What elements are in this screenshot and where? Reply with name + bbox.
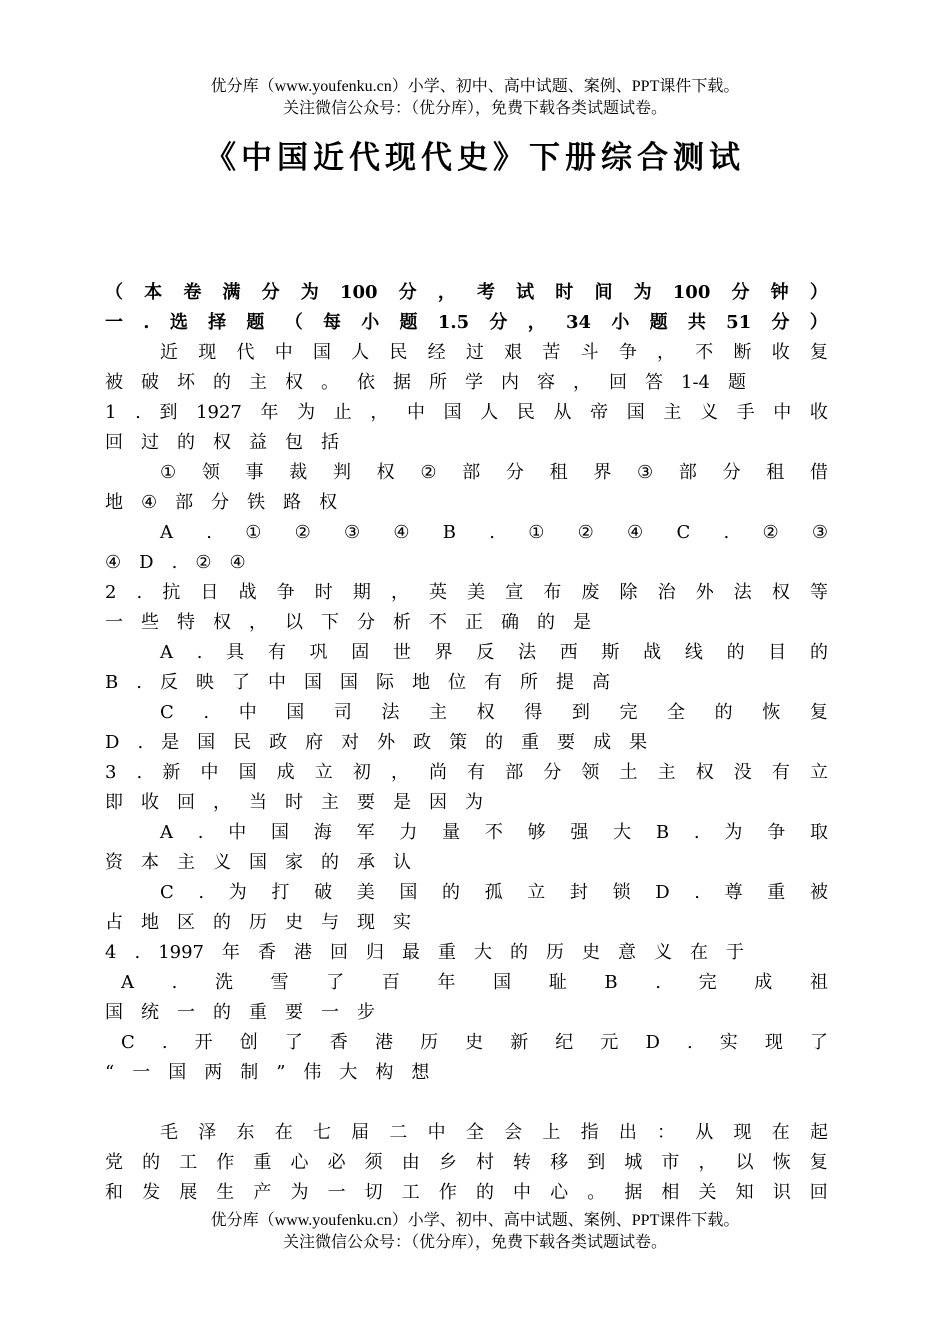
text-line-15: C . 中 国 司 法 主 权 得 到 完 全 的 恢 复 [160,702,828,723]
text-line-31: 和 发 展 生 产 为 一 切 工 作 的 中 心 。 据 相 关 知 识 回 [105,1182,828,1203]
text-line-22: 占 地 区 的 历 史 与 现 实 [105,912,411,933]
page-header [0,76,950,120]
text-line-6: 回 过 的 权 益 包 括 [105,432,339,453]
text-line-20: 资 本 主 义 国 家 的 承 认 [105,852,411,873]
header-line-2: 关注微信公众号：（优分库），免费下载各类试题试卷。 [282,100,667,117]
text-line-23: 4 . 1997 年 香 港 回 归 最 重 大 的 历 史 意 义 在 于 [105,942,744,963]
text-line-12: 一 些 特 权 ， 以 下 分 析 不 正 确 的 是 [105,612,591,633]
text-line-2: 一 . 选 择 题 （ 每 小 题 1.5 分 ， 34 小 题 共 51 分 ） [105,312,828,333]
footer-line-1: 优分库（www.youfenku.cn）小学、初中、高中试题、案例、PPT课件下载。 [210,1212,740,1229]
text-line-4: 被 破 坏 的 主 权 。 依 据 所 学 内 容 ， 回 答 1-4 题 [105,372,746,393]
text-line-30: 党 的 工 作 重 心 必 须 由 乡 村 转 移 到 城 市 ， 以 恢 复 [105,1152,828,1173]
exam-body [105,278,828,1208]
text-line-16: D . 是 国 民 政 府 对 外 政 策 的 重 要 成 果 [105,732,648,753]
text-line-11: 2 . 抗 日 战 争 时 期 ， 英 美 宣 布 废 除 治 外 法 权 等 [105,582,828,603]
page-footer [0,1210,950,1254]
text-line-14: B . 反 映 了 中 国 国 际 地 位 有 所 提 高 [105,672,610,693]
text-line-26: C . 开 创 了 香 港 历 史 新 纪 元 D . 实 现 了 [121,1032,828,1053]
text-line-28 [105,1088,828,1118]
text-line-29: 毛 泽 东 在 七 届 二 中 全 会 上 指 出 ： 从 现 在 起 [160,1122,828,1143]
document-title: 《中国近代现代史》下册综合测试 [205,140,745,176]
text-line-18: 即 收 回 ， 当 时 主 要 是 因 为 [105,792,483,813]
text-line-7: ① 领 事 裁 判 权 ② 部 分 租 界 ③ 部 分 租 借 [160,462,828,483]
text-line-5: 1 . 到 1927 年 为 止 ， 中 国 人 民 从 帝 国 主 义 手 中 收 [105,402,828,423]
text-line-25: 国 统 一 的 重 要 一 步 [105,1002,375,1023]
text-line-19: A . 中 国 海 军 力 量 不 够 强 大 B . 为 争 取 [160,822,828,843]
text-line-9: A . ① ② ③ ④ B . ① ② ④ C . ② ③ [160,522,828,543]
text-line-3: 近 现 代 中 国 人 民 经 过 艰 苦 斗 争 ， 不 断 收 复 [160,342,828,363]
text-line-1: （ 本 卷 满 分 为 100 分 ， 考 试 时 间 为 100 分 钟 ） [105,282,828,303]
text-line-13: A . 具 有 巩 固 世 界 反 法 西 斯 战 线 的 目 的 [160,642,828,663]
text-line-17: 3 . 新 中 国 成 立 初 ， 尚 有 部 分 领 土 主 权 没 有 立 [105,762,828,783]
text-line-27: “ 一 国 两 制 ” 伟 大 构 想 [105,1062,430,1083]
text-line-8: 地 ④ 部 分 铁 路 权 [105,492,338,513]
footer-line-2: 关注微信公众号：（优分库），免费下载各类试题试卷。 [282,1234,667,1251]
text-line-24: A . 洗 雪 了 百 年 国 耻 B . 完 成 祖 [121,972,828,993]
header-line-1: 优分库（www.youfenku.cn）小学、初中、高中试题、案例、PPT课件下载。 [210,78,740,95]
text-line-10: ④ D . ② ④ [105,552,246,573]
text-line-21: C . 为 打 破 美 国 的 孤 立 封 锁 D . 尊 重 被 [160,882,828,903]
